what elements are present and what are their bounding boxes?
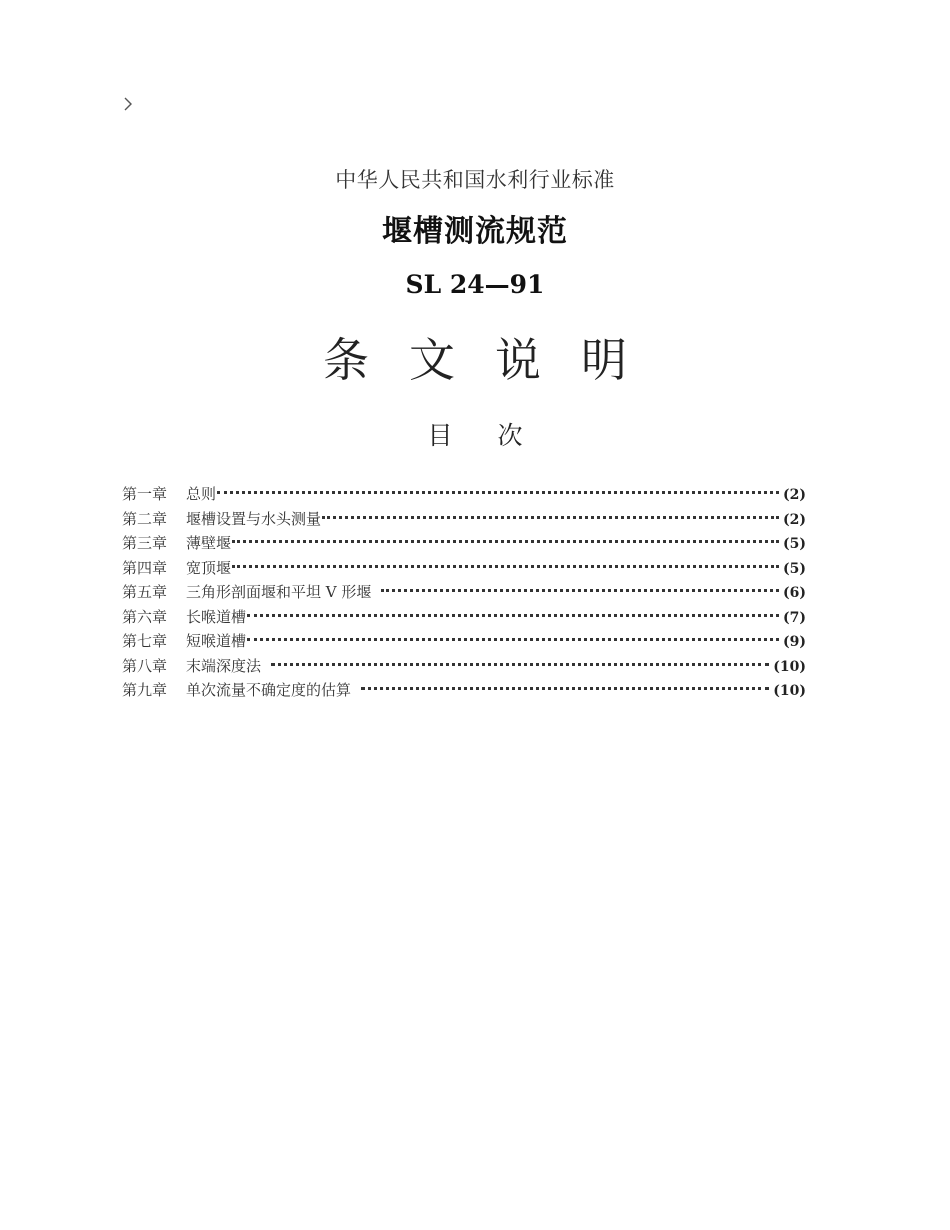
- toc-leader-dots: [247, 614, 779, 617]
- standard-title: 堰槽测流规范: [382, 214, 568, 249]
- toc-entry[interactable]: [122, 532, 806, 557]
- toc-page-number: (5): [783, 560, 806, 577]
- toc-chapter-title: 总则: [186, 485, 217, 503]
- toc-page-number: (7): [783, 609, 806, 626]
- toc-leader-dots: [271, 663, 769, 666]
- toc-entry[interactable]: [122, 606, 806, 631]
- toc-chapter-number: 第二章: [122, 509, 168, 528]
- toc-entry[interactable]: [122, 557, 806, 582]
- toc-page-number: (2): [783, 511, 806, 528]
- toc-entry[interactable]: [122, 483, 806, 508]
- toc-chapter-number: 第一章: [122, 485, 168, 503]
- toc-leader-dots: [381, 589, 779, 592]
- toc-page-number: (2): [783, 487, 806, 503]
- toc-chapter-title: 三角形剖面堰和平坦 V 形堰: [186, 583, 372, 601]
- toc-chapter-title: 长喉道槽: [186, 607, 247, 626]
- toc-chapter-title: 薄壁堰: [186, 534, 232, 552]
- toc-chapter-number: 第四章: [122, 558, 168, 577]
- toc-leader-dots: [232, 540, 779, 543]
- toc-chapter-title: 末端深度法: [186, 656, 262, 675]
- toc-chapter-title: 宽顶堰: [186, 558, 232, 577]
- toc-chapter-title: 短喉道槽: [186, 632, 247, 650]
- chevron-right-icon[interactable]: [120, 94, 136, 114]
- toc-page-number: (5): [783, 536, 806, 552]
- toc-chapter-title: 堰槽设置与水头测量: [186, 509, 322, 528]
- toc-leader-dots: [322, 516, 779, 519]
- toc-entry[interactable]: [122, 630, 806, 655]
- toc-leader-dots: [232, 565, 779, 568]
- toc-leader-dots: [217, 491, 779, 494]
- issuer-line: 中华人民共和国水利行业标准: [335, 168, 615, 192]
- toc-page-number: (9): [783, 634, 806, 650]
- toc-chapter-number: 第三章: [122, 534, 168, 552]
- toc-entry[interactable]: [122, 581, 806, 606]
- toc-chapter-number: 第七章: [122, 632, 168, 650]
- standard-code: SL 24—91: [405, 270, 545, 299]
- toc-leader-dots: [361, 687, 769, 690]
- toc-chapter-number: 第九章: [122, 681, 168, 699]
- toc-chapter-number: 第六章: [122, 607, 168, 626]
- toc-chapter-number: 第八章: [122, 656, 168, 675]
- table-of-contents: [122, 483, 806, 704]
- toc-leader-dots: [247, 638, 779, 641]
- toc-chapter-number: 第五章: [122, 583, 168, 601]
- section-title: 条文说明: [323, 333, 667, 387]
- toc-page-number: (10): [773, 683, 806, 699]
- toc-heading: 目次: [427, 421, 568, 450]
- toc-page-number: (10): [773, 658, 806, 675]
- toc-entry[interactable]: [122, 655, 806, 680]
- toc-entry[interactable]: [122, 679, 806, 704]
- toc-entry[interactable]: [122, 508, 806, 533]
- toc-page-number: (6): [783, 585, 806, 601]
- toc-chapter-title: 单次流量不确定度的估算: [186, 681, 352, 699]
